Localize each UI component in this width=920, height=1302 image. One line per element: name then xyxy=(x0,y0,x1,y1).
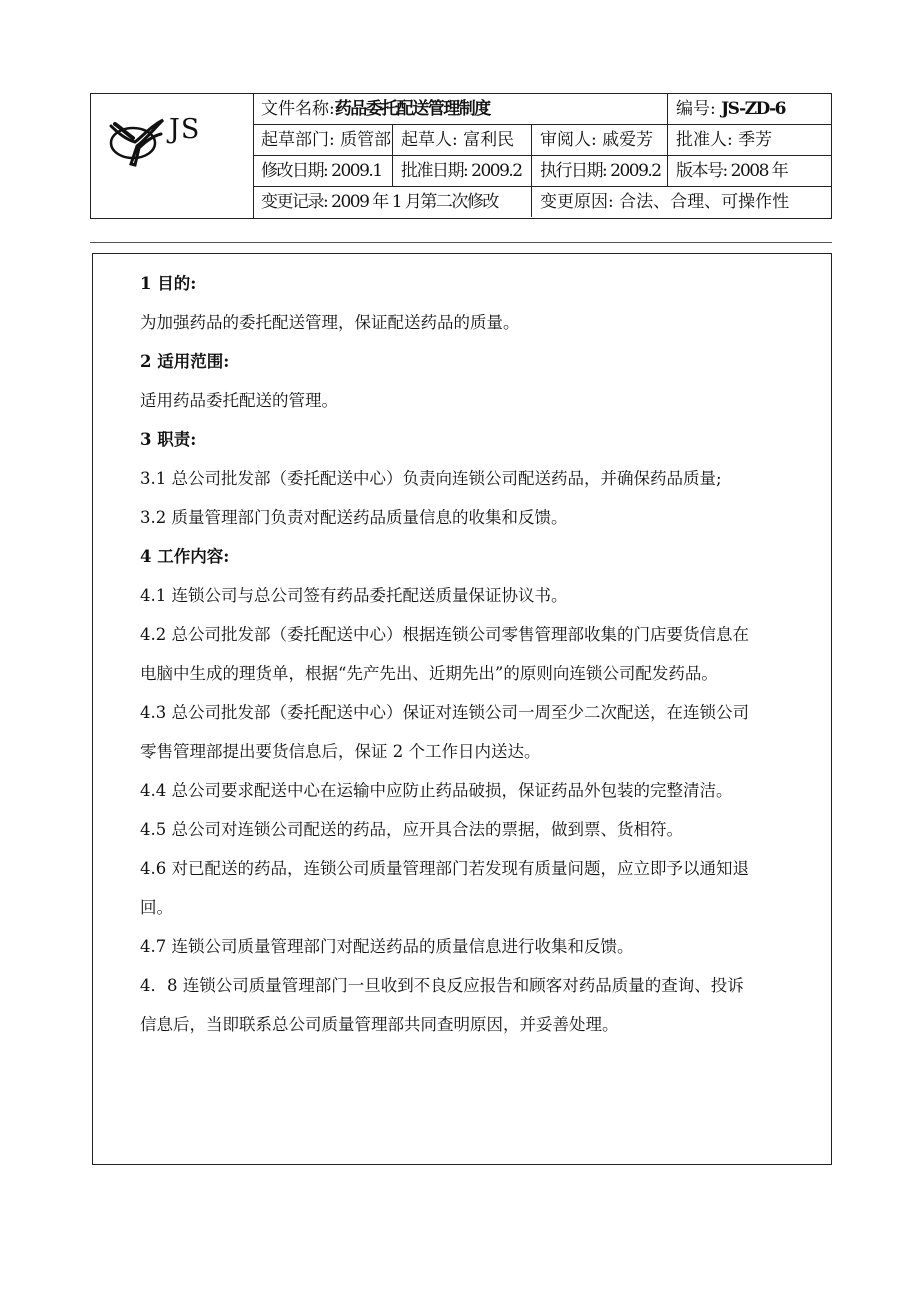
paragraph-line: 4.6 对已配送的药品，连锁公司质量管理部门若发现有质量问题，应立即予以通知退 xyxy=(140,859,749,878)
paragraph-line: 4.7 连锁公司质量管理部门对配送药品的质量信息进行收集和反馈。 xyxy=(140,937,634,956)
paragraph-line: 适用药品委托配送的管理。 xyxy=(140,391,338,410)
approve-date-cell: 批准日期: 2009.2 xyxy=(393,156,532,186)
logo-cell xyxy=(91,94,254,218)
header-row-1 xyxy=(253,94,831,125)
document-header-table xyxy=(90,93,832,219)
paragraph-line: 回。 xyxy=(140,898,173,917)
version-cell: 版本号: 2008 年 xyxy=(676,161,788,181)
paragraph-line: 信息后，当即联系总公司质量管理部共同查明原因，并妥善处理。 xyxy=(140,1015,619,1034)
company-logo-icon xyxy=(105,112,169,170)
document-body-frame xyxy=(92,253,832,1165)
header-row-3 xyxy=(253,156,831,187)
code-value: JS-ZD-6 xyxy=(721,99,785,119)
paragraph-line: 4.1 连锁公司与总公司签有药品委托配送质量保证协议书。 xyxy=(140,586,568,605)
section-heading: 3 职责: xyxy=(140,430,197,449)
paragraph-line: 零售管理部提出要货信息后，保证 2 个工作日内送达。 xyxy=(140,742,541,761)
paragraph-line: 电脑中生成的理货单，根据“先产先出、近期先出”的原则向连锁公司配发药品。 xyxy=(140,664,718,683)
logo-text: JS xyxy=(169,114,201,145)
paragraph-line: 3.2 质量管理部门负责对配送药品质量信息的收集和反馈。 xyxy=(140,508,568,527)
code-cell xyxy=(668,94,831,124)
document-content xyxy=(140,264,830,1044)
file-name-value: 药品委托配送管理制度 xyxy=(334,99,490,119)
change-record-cell: 变更记录: 2009 年 1 月第二次修改 xyxy=(253,187,532,217)
file-name-cell xyxy=(253,94,668,124)
approver-cell: 批准人: 季芳 xyxy=(676,130,773,150)
section-heading: 4 工作内容: xyxy=(140,547,230,566)
drafting-dept-cell: 起草部门: 质管部 xyxy=(253,125,393,155)
paragraph-line: 4.2 总公司批发部（委托配送中心）根据连锁公司零售管理部收集的门店要货信息在 xyxy=(140,625,749,644)
change-reason-cell: 变更原因: 合法、合理、可操作性 xyxy=(540,192,790,212)
revise-date-cell: 修改日期: 2009.1 xyxy=(253,156,393,186)
paragraph-line: 4.3 总公司批发部（委托配送中心）保证对连锁公司一周至少二次配送，在连锁公司 xyxy=(140,703,749,722)
paragraph-line: 4.4 总公司要求配送中心在运输中应防止药品破损，保证药品外包装的完整清洁。 xyxy=(140,781,733,800)
header-row-2 xyxy=(253,125,831,156)
paragraph-line: 4.5 总公司对连锁公司配送的药品，应开具合法的票据，做到票、货相符。 xyxy=(140,820,683,839)
code-label: 编号: xyxy=(676,99,716,119)
drafter-cell: 起草人: 富利民 xyxy=(393,125,532,155)
reviewer-cell: 审阅人: 戚爱芳 xyxy=(532,125,668,155)
execute-date-cell: 执行日期: 2009.2 xyxy=(532,156,668,186)
paragraph-line: 为加强药品的委托配送管理，保证配送药品的质量。 xyxy=(140,313,520,332)
header-row-4 xyxy=(253,187,831,218)
section-heading: 1 目的: xyxy=(140,274,197,293)
file-name-label: 文件名称: xyxy=(261,99,335,119)
header-separator-line xyxy=(90,242,832,243)
section-heading: 2 适用范围: xyxy=(140,352,230,371)
paragraph-line: 4．8 连锁公司质量管理部门一旦收到不良反应报告和顾客对药品质量的查询、投诉 xyxy=(140,976,744,995)
paragraph-line: 3.1 总公司批发部（委托配送中心）负责向连锁公司配送药品，并确保药品质量; xyxy=(140,469,722,488)
